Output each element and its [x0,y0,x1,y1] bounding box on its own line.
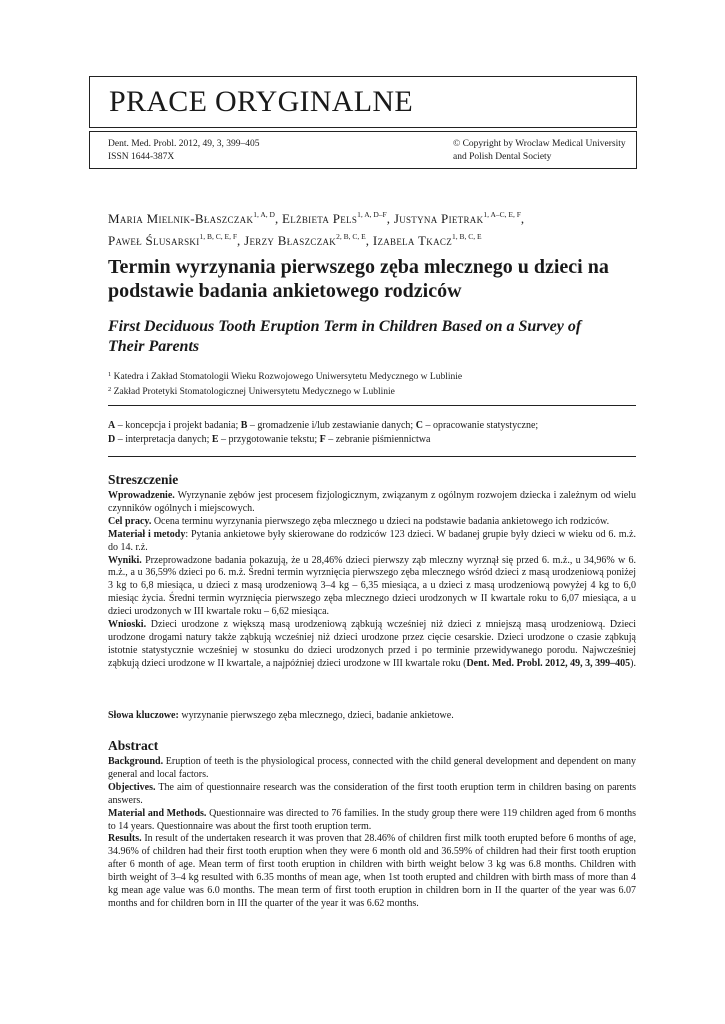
article-title-english: First Deciduous Tooth Eruption Term in Children Based on a Survey of Their Parents [108,318,582,355]
abstract-body [108,756,636,911]
abstract-heading: Abstract [108,738,159,753]
article-title-polish: Termin wyrzynania pierwszego zęba mlecznego u dzieci na podstawie badania ankietowego rodziców [108,256,609,302]
abstract-paragraph: Materiał i metody: Pytania ankietowe były skierowane do rodziców 123 dzieci. W badanej grupie były dzieci w wieku od 6. m.ż. do 14. r.ż. [108,528,636,553]
abstract-paragraph: Wprowadzenie. Wyrzynanie zębów jest procesem fizjologicznym, związanym z ogólnym rozwojem dziecka i zależnym od wielu czynników ogólnych i miejscowych. [108,490,636,514]
abstract-paragraph: Wyniki. Przeprowadzone badania pokazują, że u 28,46% dzieci pierwszy ząb mleczny wyrznął się przed 6. m.ż., u 34,96% w 6. m.ż., a u 36,59% dzieci po 6. m.ż. Średni termin wyrznięcia pierwszego zęba mlecznego wśród dzieci z masą urodzeniową poniżej 3 kg to 6,8 miesiąca, u dzieci z masą urodzeniową 3–4 kg – 6,35 miesiąca, a u dzieci z masą urodzeniową powyżej 4 kg to 6,0 miesiąc życia. Średni termin wyrznięcia pierwszego zęba mlecznego dzieci urodzonych w II kwartale roku to 6,07 miesiąca, a u dzieci urodzonych w III kwartale roku – 6,62 miesiąca. [108,554,636,618]
affiliation-item: $^1$ Katedra i Zakład Stomatologii Wieku Rozwojowego Uniwersytetu Medycznego w Lublinie [108,371,463,382]
author-contributions: A – koncepcja i projekt badania; B – gromadzenie i/lub zestawianie danych; C – opracowanie statystyczne; D – interpretacja danych; E – przygotowanie tekstu; F – zebranie piśmiennictwa [108,420,539,445]
author: Jerzy Błaszczak$^{2, B, C, E}$ [244,232,366,248]
author: Paweł Ślusarski$^{1, B, C, E, F}$ [108,232,238,248]
publication-meta-box [89,131,637,169]
author: Izabela Tkacz$^{1, B, C, E}$ [372,232,482,248]
journal-section-title: PRACE ORYGINALNE [109,85,413,118]
abstract-paragraph: Wnioski. Dzieci urodzone z większą masą urodzeniową ząbkują wcześniej niż dzieci z mniejszą masą urodzeniową. Dzieci urodzone drogami natury także ząbkują wcześniej niż dzieci urodzone przez cięcie cesarskie. Dzieci urodzone o czasie ząbkują istotnie statystycznie wcześniej w stosunku do dzieci urodzonych przed i po terminie przewidywanego porodu. Najwcześniej ząbkują dzieci urodzone w II kwartale, a najpóźniej dzieci urodzone w III kwartale roku (Dent. Med. Probl. 2012, 49, 3, 399–405). [108,619,636,669]
journal-header-box [89,76,637,128]
keywords-line: Słowa kluczowe: wyrzynanie pierwszego zęba mlecznego, dzieci, badanie ankietowe. [108,710,454,721]
abstract-paragraph: Material and Methods. Questionnaire was directed to 76 families. In the study group there were 119 children aged from 6 months to 14 years. Questionnaire was about the first tooth eruption term. [108,807,636,832]
issn-line: ISSN 1644-387X [108,152,175,162]
author: Justyna Pietrak$^{1, A-C, E, F}$ [393,210,521,226]
divider-bottom [108,456,636,457]
divider-top [108,405,636,406]
copyright-line-2: and Polish Dental Society [453,152,552,162]
abstract-paragraph: Results. In result of the undertaken research it was proven that 28.46% of children first milk tooth erupted before 6 months of age, 34.96% of children had their first tooth eruption when they were 6 month old and 36.59% of children had their first tooth eruption after 6 month of age. Mean term of first tooth eruption in children with birth weight below 3 kg was 6.8 months. Children with birth weight of 3–4 kg resulted with 6.35 months of mean age, when 1st tooth erupted and children with birth mass of more than 4 kg mean age value was 6.0 months. The mean term of first tooth eruption in children born in II the quarter of the year was 6.07 months and for children born in III the quarter of the year it was 6.62 months. [108,833,636,909]
affiliations [108,369,628,398]
abstract-paragraph: Objectives. The aim of questionnaire research was the consideration of the first tooth eruption term in children basing on parents answers. [108,781,636,806]
abstract-paragraph: Background. Eruption of teeth is the physiological process, connected with the child general development and dependent on many general and local factors. [108,756,636,780]
streszczenie-body [108,490,636,671]
author: Elżbieta Pels$^{1, A, D-F}$ [282,210,387,226]
copyright-block [453,138,626,164]
abstract-paragraph: Cel pracy. Ocena terminu wyrzynania pierwszego zęba mlecznego u dzieci na podstawie badania ankietowego ich rodziców. [108,515,610,527]
author-list: Maria Mielnik-Błaszczak$^{1, A, D}$, Elżbieta Pels$^{1, A, D-F}$, Justyna Pietrak$^{1, A-C, E, F}$, Paweł Ślusarski$^{1, B, C, E, F}$, Jerzy Błaszczak$^{2, B, C, E}$, Izabela Tkacz$^{1, B, C, E}$ [108,210,525,248]
citation-block [108,138,259,164]
streszczenie-heading: Streszczenie [108,472,179,487]
copyright-line-1: © Copyright by Wroclaw Medical University [453,139,626,149]
citation-line: Dent. Med. Probl. 2012, 49, 3, 399–405 [108,139,260,149]
author: Maria Mielnik-Błaszczak$^{1, A, D}$ [108,210,275,226]
affiliation-item: $^2$ Zakład Protetyki Stomatologicznej Uniwersytetu Medycznego w Lublinie [108,385,395,397]
